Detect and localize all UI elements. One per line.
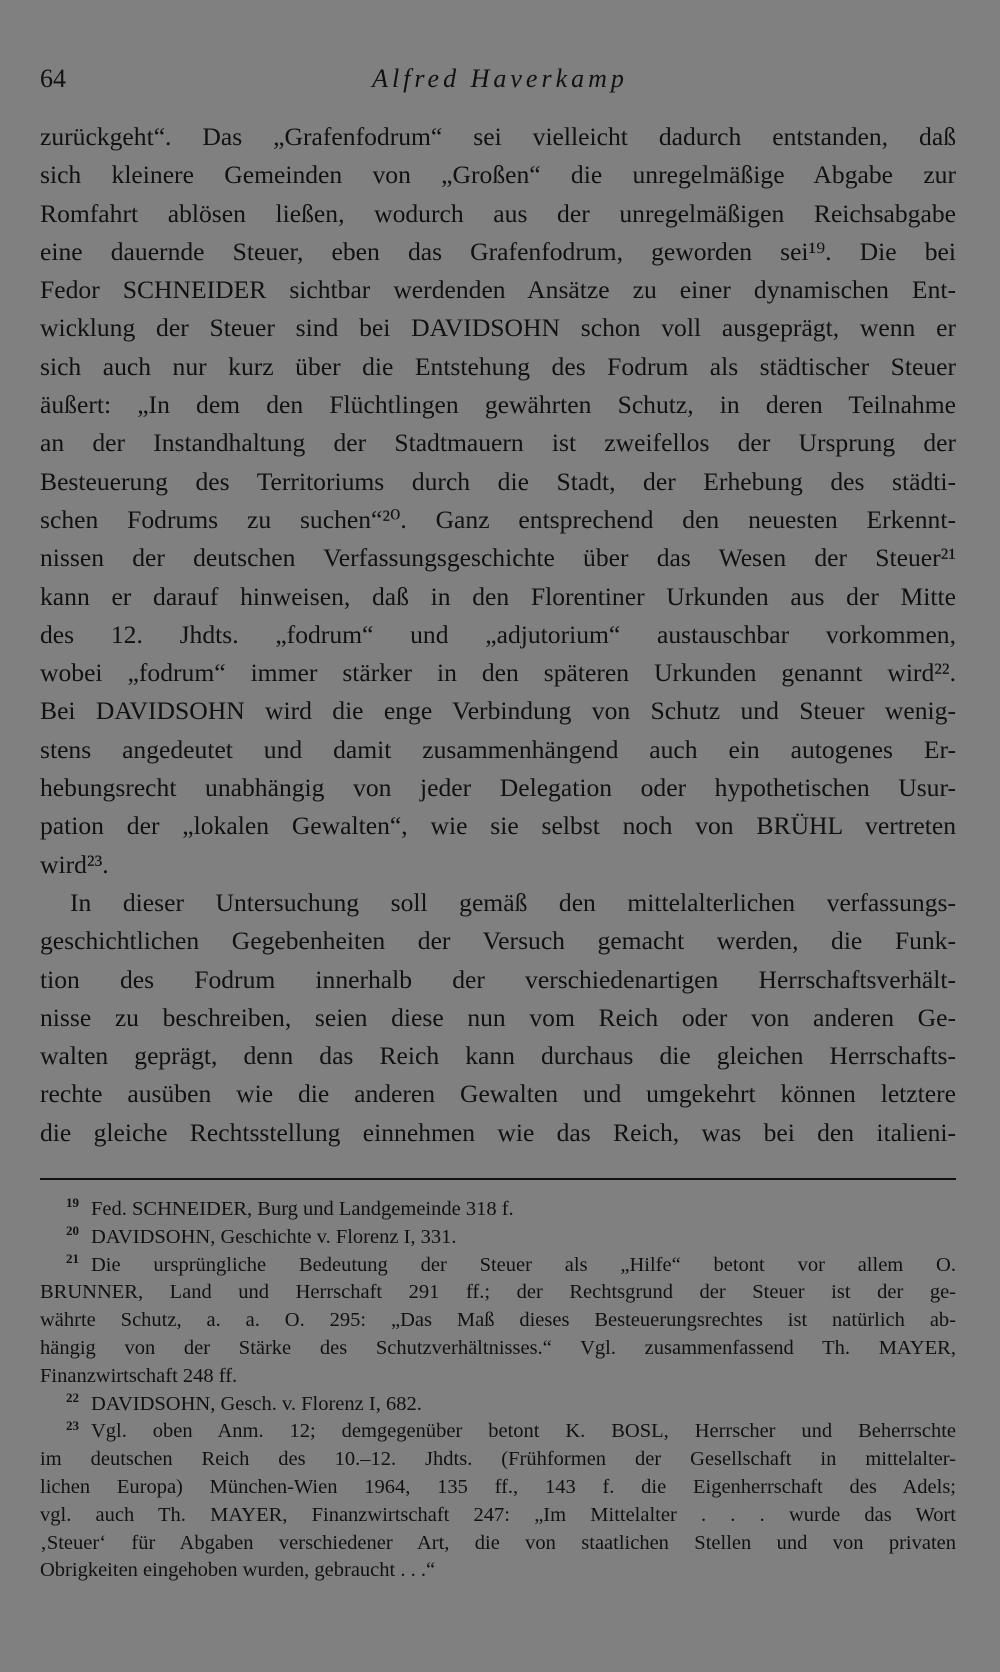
footnote-text: Fed. SCHNEIDER, Burg und Landgemeinde 318 f. — [91, 1198, 514, 1220]
text-line: geschichtlichen Gegebenheiten der Versuch gemacht werden, die Funk- — [40, 926, 956, 956]
footnote-line — [40, 1224, 956, 1252]
text-line: Besteuerung des Territoriums durch die Stadt, der Erhebung des städti- — [40, 466, 956, 496]
footnote-text: Die ursprüngliche Bedeutung der Steuer als „Hilfe“ betont vor allem O. — [91, 1253, 956, 1276]
paragraph-1 — [40, 118, 956, 884]
text-line: stens angedeutet und damit zusammenhängend auch ein autogenes Er- — [40, 734, 956, 764]
text-line: Bei DAVIDSOHN wird die enge Verbindung von Schutz und Steuer wenig- — [40, 696, 956, 726]
text-line: nisse zu beschreiben, seien diese nun vom Reich oder von anderen Ge- — [40, 1002, 956, 1032]
paragraph-2 — [40, 884, 956, 1152]
text-line: sich kleinere Gemeinden von „Großen“ die unregelmäßige Abgabe zur — [40, 160, 956, 190]
text-line: pation der „lokalen Gewalten“, wie sie selbst noch von BRÜHL vertreten — [40, 811, 956, 841]
footnote-20 — [40, 1224, 956, 1252]
footnote-text: DAVIDSOHN, Geschichte v. Florenz I, 331. — [91, 1225, 457, 1248]
text-line: In dieser Untersuchung soll gemäß den mittelalterlichen verfassungs- — [70, 887, 956, 917]
text-line: schen Fodrums zu suchen“²⁰. Ganz entsprechend den neuesten Erkennt- — [40, 504, 956, 534]
footnote-line: währte Schutz, a. a. O. 295: „Das Maß dieses Besteuerungsrechtes ist natürlich ab- — [40, 1309, 956, 1332]
footnote-line: BRUNNER, Land und Herrschaft 291 ff.; der Rechtsgrund der Steuer ist der ge- — [40, 1281, 956, 1304]
running-title: Alfred Haverkamp — [372, 64, 628, 93]
text-line: eine dauernde Steuer, eben das Grafenfodrum, geworden sei¹⁹. Die bei — [40, 236, 956, 266]
footnote-21 — [40, 1252, 956, 1391]
text-line: wicklung der Steuer sind bei DAVIDSOHN schon voll ausgeprägt, wenn er — [40, 313, 956, 343]
text-line: Fedor SCHNEIDER sichtbar werdenden Ansätze zu einer dynamischen Ent- — [40, 275, 956, 305]
text-line: rechte ausüben wie die anderen Gewalten und umgekehrt können letztere — [40, 1079, 956, 1109]
footnote-text: Vgl. oben Anm. 12; demgegenüber betont K. BOSL, Herrscher und Beherrschte — [91, 1420, 956, 1443]
footnote-number: 20 — [66, 1222, 79, 1238]
text-line: äußert: „In dem den Flüchtlingen gewährten Schutz, in deren Teilnahme — [40, 390, 956, 420]
footnote-number: 19 — [66, 1195, 79, 1211]
text-line: hebungsrecht unabhängig von jeder Delegation oder hypothetischen Usur- — [40, 773, 956, 803]
footnote-22 — [40, 1391, 956, 1419]
text-line: tion des Fodrum innerhalb der verschiedenartigen Herrschaftsverhält- — [40, 964, 956, 994]
footnote-line: im deutschen Reich des 10.–12. Jhdts. (Frühformen der Gesellschaft in mittelalter- — [40, 1448, 956, 1471]
footnote-text: DAVIDSOHN, Gesch. v. Florenz I, 682. — [91, 1392, 422, 1415]
text-line: kann er darauf hinweisen, daß in den Florentiner Urkunden aus der Mitte — [40, 581, 956, 611]
footnote-line — [40, 1391, 956, 1419]
text-line: nissen der deutschen Verfassungsgeschichte über das Wesen der Steuer²¹ — [40, 543, 956, 573]
footnote-line — [40, 1252, 956, 1280]
footnote-line: ‚Steuer‘ für Abgaben verschiedener Art, die von staatlichen Stellen und von privaten — [40, 1531, 956, 1554]
text-line: wobei „fodrum“ immer stärker in den späteren Urkunden genannt wird²². — [40, 658, 956, 688]
text-line: zurückgeht“. Das „Grafenfodrum“ sei vielleicht dadurch entstanden, daß — [40, 122, 956, 151]
text-line: sich auch nur kurz über die Entstehung des Fodrum als städtischer Steuer — [40, 351, 956, 381]
text-line: wird²³. — [40, 849, 109, 879]
footnotes — [40, 1196, 956, 1585]
footnote-line — [40, 1418, 956, 1446]
footnote-number: 21 — [66, 1250, 79, 1266]
footnote-23 — [40, 1418, 956, 1585]
body-text — [40, 118, 956, 1152]
footnote-number: 22 — [66, 1389, 79, 1405]
footnote-line: Finanzwirtschaft 248 ff. — [40, 1364, 238, 1387]
footnote-number: 23 — [66, 1417, 79, 1433]
footnote-line: Obrigkeiten eingehoben wurden, gebraucht . . .“ — [40, 1559, 436, 1582]
text-line: die gleiche Rechtsstellung einnehmen wie das Reich, was bei den italieni- — [40, 1117, 956, 1147]
footnote-line: lichen Europa) München-Wien 1964, 135 ff., 143 f. die Eigenherrschaft des Adels; — [40, 1475, 956, 1498]
footnote-divider — [40, 1178, 956, 1180]
text-line: des 12. Jhdts. „fodrum“ und „adjutorium“ austauschbar vorkommen, — [40, 619, 956, 649]
text-line: Romfahrt ablösen ließen, wodurch aus der unregelmäßigen Reichsabgabe — [40, 198, 956, 228]
page-header — [40, 64, 960, 100]
page-number: 64 — [40, 64, 66, 93]
footnote-line: hängig von der Stärke des Schutzverhältnisses.“ Vgl. zusammenfassend Th. MAYER, — [40, 1336, 956, 1359]
footnote-line: vgl. auch Th. MAYER, Finanzwirtschaft 247: „Im Mittelalter . . . wurde das Wort — [40, 1503, 956, 1526]
footnote-line — [40, 1196, 956, 1224]
text-line: walten geprägt, denn das Reich kann durchaus die gleichen Herrschafts- — [40, 1041, 956, 1071]
text-line: an der Instandhaltung der Stadtmauern ist zweifellos der Ursprung der — [40, 428, 956, 458]
footnote-19 — [40, 1196, 956, 1224]
